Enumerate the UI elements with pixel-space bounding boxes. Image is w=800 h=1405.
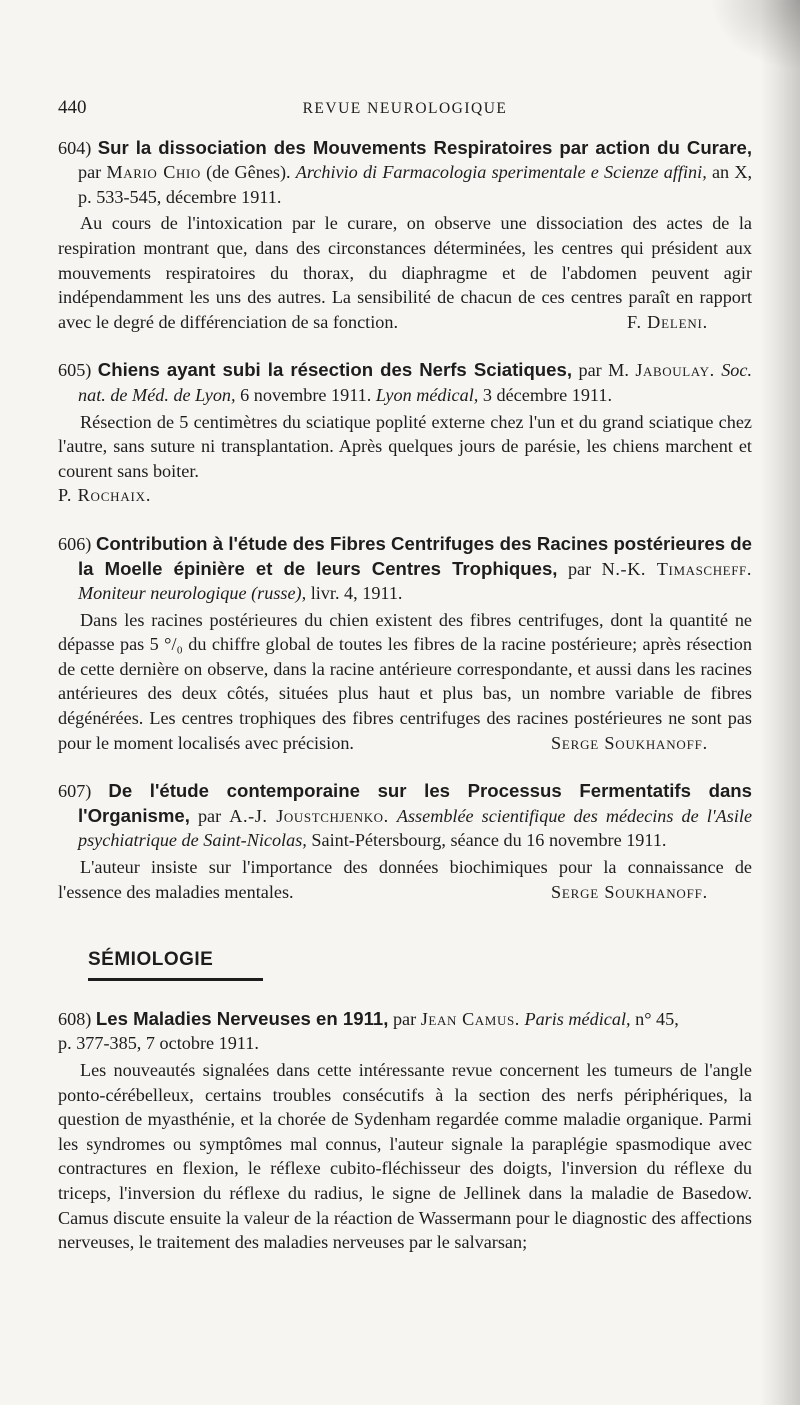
entry-608 [58,1007,752,1255]
journal-page [58,96,752,1255]
journal: Assemblée scientifique des médecins de l'Asile psychiatrique de Saint-Nicolas, [78,805,753,851]
spacer [58,508,752,526]
entry-604 [58,136,752,335]
entry-number: 608) [58,1008,92,1029]
author: Mario Chio [106,162,201,183]
journal: Paris médical, [524,1008,631,1029]
entry-heading [58,532,752,606]
entry-heading [58,358,752,407]
entry-606 [58,532,752,755]
signature: P. Rochaix. [58,485,152,506]
entry-body: Résection de 5 centimètres du sciatique poplité externe chez l'un et du grand sciatique chez l'autre, sans suture ni transplantation. Après quelques jours de parésie, les chiens marchent et courent sans boiter. [58,411,752,481]
entry-number: 606) [58,533,92,554]
running-title: REVUE NEUROLOGIQUE [302,100,508,117]
entry-number: 605) [58,360,92,381]
journal: Archivio di Farmacologia sperimentale e Scienze affini, [295,162,707,183]
entry-title: Contribution à l'étude des Fibres Centrifuges des Racines postérieures de la Moelle épinière et de leurs Centres Trophiques, [78,532,752,579]
entry-title: Sur la dissociation des Mouvements Respiratoires par action du Curare, [97,136,752,158]
par-text: par [78,162,102,183]
page-header [58,96,752,122]
entry-heading [58,1007,752,1032]
reference: n° 45, [635,1008,679,1029]
journal: Moniteur neurologique (russe), [78,583,307,604]
entry-607 [58,779,752,904]
reference-2: 3 décembre 1911. [482,384,612,405]
entry-number: 607) [58,781,92,802]
entry-body: Dans les racines postérieures du chien existent des fibres centrifuges, dont la quantité ne dépasse pas 5 °/₀ du chiffre global de toutes les fibres de la racine postérieure; après résection de cette dernière on observe, dans la racine antérieure correspondante, et aussi dans les racines antérieures des deux côtés, situées plus haut et plus bas, un nombre variable de fibres dégénérées. Les centres trophiques des fibres centrifuges des racines postérieures ne sont pas pour le moment localisés avec précision. Serge Soukhanoff. [58,608,752,756]
entry-title: De l'étude contemporaine sur les Processus Fermentatifs dans l'Organisme, [78,780,753,826]
journal: Soc. nat. de Méd. de Lyon, [78,360,752,405]
signature: Serge Soukhanoff. [550,881,708,902]
spacer [58,334,752,352]
par-text: par [567,558,592,579]
reference: 6 novembre 1911. [240,384,372,405]
spacer [58,755,752,773]
entry-number: 604) [58,137,92,158]
scan-corner-shadow [710,0,800,70]
author: Jean Camus. [420,1008,520,1029]
reference: an X, p. 533-545, décembre 1911. [78,162,753,207]
signature: Serge Soukhanoff. [550,732,708,753]
signature: F. Deleni. [627,311,708,332]
page-number: 440 [58,97,87,118]
par-text: par [392,1008,417,1029]
entry-body: L'auteur insiste sur l'importance des données biochimiques pour la connaissance de l'essence des maladies mentales. Serge Soukhanoff. [58,855,752,904]
entry-heading [58,136,752,210]
author: A.-J. Joustchjenko. [229,805,389,826]
scan-edge-shadow [760,0,800,1405]
entry-title: Les Maladies Nerveuses en 1911, [95,1007,389,1029]
author: N.-K. Timascheff. [601,558,753,579]
author: Jaboulay. [635,360,715,381]
par-text: par M. [578,360,629,381]
entry-title: Chiens ayant subi la résection des Nerfs Sciatiques, [97,359,573,381]
place: (de Gênes). [206,162,291,183]
entry-body: Au cours de l'intoxication par le curare, on observe une dissociation des actes de la respiration montrant que, dans des circonstances déterminées, les centres qui président aux mouvements respiratoires du thorax, du diaphragme et de l'abdomen peuvent agir indépendamment les uns des autres. La sensibilité de chacun de ces centres paraît en rapport avec le degré de différenciation de sa fonction. F. Deleni. [58,211,752,334]
entry-body: Les nouveautés signalées dans cette intéressante revue concernent les tumeurs de l'angle ponto-cérébelleux, certains troubles consécutifs à la section des nerfs périphériques, la question de myasthénie, et la chorée de Sydenham regardée comme maladie organique. Parmi les syndromes ou symptômes mal connus, l'auteur signale la paraplégie spasmodique avec contractures en flexion, le réflexe cubito-fléchisseur des doigts, l'inversion du réflexe du triceps, l'inversion du réflexe du radius, le signe de Jellinek dans la maladie de Basedow. Camus discute ensuite la valeur de la réaction de Wassermann pour le diagnostic des affections nerveuses, le traitement des maladies nerveuses par le salvarsan; [58,1060,752,1253]
entry-605 [58,358,752,508]
reference: Saint-Pétersbourg, séance du 16 novembre 1911. [311,830,667,851]
reference-2: p. 377-385, 7 octobre 1911. [58,1033,259,1054]
section-title: SÉMIOLOGIE [88,948,263,981]
reference: livr. 4, 1911. [310,583,403,604]
entry-heading [58,779,752,853]
par-text: par [197,805,222,826]
journal-2: Lyon médical, [375,384,479,405]
